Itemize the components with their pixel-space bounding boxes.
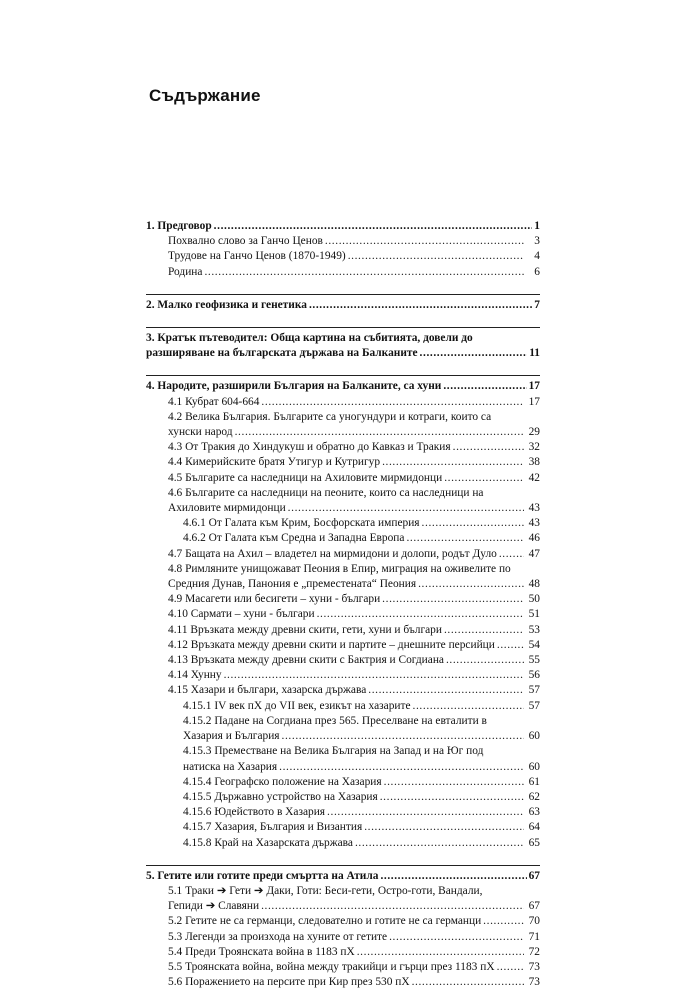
toc-page-number: 50: [528, 593, 540, 606]
toc-page-number: 3: [534, 235, 540, 248]
dot-leader: [413, 699, 524, 714]
toc-entry-title: Гепиди ➔ Славяни: [168, 900, 260, 913]
dot-leader: [368, 683, 524, 698]
toc-entry-title: 4.15.6 Юдейството в Хазария: [183, 806, 326, 819]
toc-entry-title: 4.15.3 Преместване на Велика България на Запад и на Юг под: [183, 745, 484, 758]
dot-leader: [261, 899, 524, 914]
toc-page-number: 73: [528, 976, 540, 989]
toc-page-number: 55: [528, 654, 540, 667]
toc-page-number: 4: [534, 250, 540, 263]
dot-leader: [497, 638, 524, 653]
toc-entry[interactable]: [146, 607, 540, 622]
toc-entry-title: 5. Гетите или готите преди смъртта на Атила: [146, 869, 379, 882]
toc-entry-last-line: [168, 577, 540, 592]
toc-entry-title: 4.15.8 Край на Хазарската държава: [183, 836, 353, 849]
toc-page-number: 64: [528, 821, 540, 834]
toc-entry[interactable]: [146, 331, 540, 361]
toc-entry-title: 5.4 Преди Троянската война в 1183 пХ: [168, 945, 355, 958]
toc-page-number: 73: [528, 960, 540, 973]
toc-page-number: 53: [528, 623, 540, 636]
toc-entry-title: 4. Народите, разширили България на Балканите, са хуни: [146, 380, 442, 393]
toc-entry-title: 4.6 Българите са наследници на пеоните, които са наследници на: [168, 486, 484, 499]
toc-entry-last-line: [183, 760, 540, 775]
dot-leader: [327, 805, 524, 820]
toc-entry[interactable]: [146, 945, 540, 960]
toc-entry-title: 4.6.1 От Галата към Крим, Босфорската империя: [183, 517, 420, 530]
toc-section: [146, 219, 540, 280]
dot-leader: [382, 592, 524, 607]
toc-entry[interactable]: [146, 914, 540, 929]
toc-entry[interactable]: [146, 960, 540, 975]
toc-entry[interactable]: [146, 486, 540, 516]
toc-entry-title: 4.15.7 Хазария, България и Византия: [183, 821, 363, 834]
toc-entry[interactable]: [146, 592, 540, 607]
toc-page-number: 57: [528, 699, 540, 712]
toc-page-number: 17: [528, 395, 540, 408]
dot-leader: [355, 836, 524, 851]
toc-entry[interactable]: [146, 836, 540, 851]
toc-entry-title: 4.15.4 Географско положение на Хазария: [183, 775, 382, 788]
dot-leader: [412, 975, 524, 990]
dot-leader: [418, 577, 524, 592]
toc-entry-title: 4.6.2 От Галата към Средна и Западна Европа: [183, 532, 405, 545]
toc-entry-title: 2. Малко геофизика и генетика: [146, 298, 307, 311]
toc-page-number: 47: [528, 547, 540, 560]
toc-entry[interactable]: [146, 219, 540, 234]
dot-leader: [309, 298, 532, 313]
page-title: Съдържание: [149, 86, 261, 105]
dot-leader: [384, 775, 524, 790]
toc-entry-title: 4.8 Римляните унищожават Пеония в Епир, миграция на оживелите по: [168, 562, 511, 575]
dot-leader: [380, 869, 526, 884]
toc-page-number: 62: [528, 790, 540, 803]
toc-page-number: 56: [528, 669, 540, 682]
toc-entry-title: 4.14 Хунну: [168, 669, 222, 682]
dot-leader: [444, 471, 524, 486]
toc-entry[interactable]: [146, 440, 540, 455]
toc-entry[interactable]: [146, 699, 540, 714]
toc-entry-title: 5.2 Гетите не са германци, следователно и готите не са германци: [168, 915, 482, 928]
toc-entry-title: Родина: [168, 265, 203, 278]
toc-page-number: 57: [528, 684, 540, 697]
toc-entry-title: 4.7 Бащата на Ахил – владетел на мирмидони и долопи, родът Дуло: [168, 547, 497, 560]
toc-page-number: 51: [528, 608, 540, 621]
toc-page-number: 60: [528, 730, 540, 743]
toc-entry-last-line: [146, 346, 540, 361]
toc-entry[interactable]: [146, 516, 540, 531]
toc-entry[interactable]: [146, 410, 540, 440]
toc-entry[interactable]: [146, 790, 540, 805]
toc-page-number: 48: [528, 578, 540, 591]
toc-entry[interactable]: [146, 234, 540, 249]
toc-entry-title: 4.12 Връзката между древни скити и партите – днешните персийци: [168, 638, 495, 651]
dot-leader: [288, 501, 524, 516]
dot-leader: [499, 547, 524, 562]
toc-entry[interactable]: [146, 623, 540, 638]
toc-page-number: 72: [528, 945, 540, 958]
toc-entry[interactable]: [146, 298, 540, 313]
toc-page-number: 6: [534, 265, 540, 278]
toc-entry[interactable]: [146, 668, 540, 683]
toc-page-number: 32: [528, 441, 540, 454]
toc-entry[interactable]: [146, 805, 540, 820]
toc-entry-title: Трудове на Ганчо Ценов (1870-1949): [168, 250, 346, 263]
toc-entry-title: Похвално слово за Ганчо Ценов: [168, 235, 323, 248]
dot-leader: [224, 668, 524, 683]
toc-entry-title: 4.2 Велика България. Българите са уногундури и котраги, които са: [168, 410, 492, 423]
toc-entry-last-line: [168, 501, 540, 516]
toc-page-number: 17: [528, 380, 540, 393]
toc-entry-title: 5.6 Поражението на персите при Кир през 530 пХ: [168, 976, 410, 989]
dot-leader: [348, 249, 524, 264]
toc-entry[interactable]: [146, 744, 540, 774]
dot-leader: [420, 346, 528, 361]
toc-entry[interactable]: [146, 653, 540, 668]
dot-leader: [389, 930, 524, 945]
dot-leader: [444, 623, 524, 638]
toc-entry[interactable]: [146, 547, 540, 562]
toc-entry-title: разширяване на българската държава на Балканите: [146, 347, 418, 360]
toc-entry[interactable]: [146, 531, 540, 546]
toc-page-number: 60: [528, 760, 540, 773]
toc-entry-title: натиска на Хазария: [183, 760, 278, 773]
toc-entry[interactable]: [146, 471, 540, 486]
toc-page-number: 7: [534, 298, 540, 311]
toc-page-number: 65: [528, 836, 540, 849]
dot-leader: [325, 234, 524, 249]
toc-entry[interactable]: [146, 884, 540, 914]
toc-page-number: 42: [528, 471, 540, 484]
dot-leader: [497, 960, 524, 975]
dot-leader: [235, 425, 524, 440]
dot-leader: [380, 790, 524, 805]
dot-leader: [261, 395, 524, 410]
dot-leader: [483, 914, 524, 929]
dot-leader: [422, 516, 524, 531]
toc-entry[interactable]: [146, 975, 540, 990]
toc-page-number: 11: [529, 347, 540, 360]
toc-entry-title: 5.3 Легенди за произхода на хуните от гетите: [168, 930, 388, 943]
toc-page-number: 43: [528, 502, 540, 515]
dot-leader: [364, 820, 524, 835]
dot-leader: [204, 265, 524, 280]
toc-page-number: 71: [528, 930, 540, 943]
toc-section: [146, 294, 540, 313]
toc-page-number: 70: [528, 915, 540, 928]
toc-entry[interactable]: [146, 379, 540, 394]
dot-leader: [357, 945, 524, 960]
toc-entry-title: 4.15.5 Държавно устройство на Хазария: [183, 790, 378, 803]
toc-entry-title: Ахиловите мирмидонци: [168, 502, 286, 515]
dot-leader: [214, 219, 533, 234]
toc-entry-title: 5.5 Троянската война, война между тракийци и гърци през 1183 пХ: [168, 960, 495, 973]
toc-page-number: 54: [528, 638, 540, 651]
toc-entry-title: 3. Кратък пътеводител: Обща картина на събитията, довели до: [146, 332, 473, 345]
dot-leader: [406, 531, 524, 546]
toc-entry-title: хунски народ: [168, 426, 233, 439]
table-of-contents: [146, 219, 540, 990]
toc-entry-title: 4.1 Кубрат 604-664: [168, 395, 260, 408]
toc-entry-title: 4.15.2 Падане на Согдиана през 565. Преселване на евталити в: [183, 714, 487, 727]
toc-section: [146, 865, 540, 990]
toc-entry-title: 4.3 От Тракия до Хиндукуш и обратно до Кавказ и Тракия: [168, 441, 451, 454]
toc-entry-title: Средния Дунав, Панония е „преместената“ Пеония: [168, 578, 417, 591]
dot-leader: [317, 607, 524, 622]
toc-page-number: 67: [528, 900, 540, 913]
toc-entry-title: 4.5 Българите са наследници на Ахиловите мирмидонци: [168, 471, 443, 484]
toc-entry[interactable]: [146, 395, 540, 410]
toc-entry[interactable]: [146, 930, 540, 945]
dot-leader: [453, 440, 524, 455]
toc-entry-title: Хазария и България: [183, 730, 280, 743]
toc-page-number: 43: [528, 517, 540, 530]
toc-entry-title: 5.1 Траки ➔ Гети ➔ Даки, Готи: Беси-гети, Остро-готи, Вандали,: [168, 884, 483, 897]
toc-entry-last-line: [183, 729, 540, 744]
toc-entry[interactable]: [146, 714, 540, 744]
toc-entry[interactable]: [146, 638, 540, 653]
dot-leader: [446, 653, 524, 668]
toc-entry-title: 4.13 Връзката между древни скити с Бактрия и Согдиана: [168, 654, 444, 667]
toc-entry-title: 4.10 Сармати – хуни - българи: [168, 608, 315, 621]
toc-page-number: 67: [528, 869, 540, 882]
toc-entry[interactable]: [146, 265, 540, 280]
toc-page-number: 1: [534, 220, 540, 232]
dot-leader: [382, 455, 524, 470]
toc-entry[interactable]: [146, 683, 540, 698]
toc-page-number: 29: [528, 426, 540, 439]
toc-entry[interactable]: [146, 562, 540, 592]
dot-leader: [282, 729, 524, 744]
toc-entry-title: 4.15 Хазари и българи, хазарска държава: [168, 684, 367, 697]
toc-entry[interactable]: [146, 455, 540, 470]
toc-entry-title: 4.11 Връзката между древни скити, гети, хуни и българи: [168, 623, 442, 636]
toc-page-number: 61: [528, 775, 540, 788]
toc-entry[interactable]: [146, 820, 540, 835]
dot-leader: [279, 760, 524, 775]
toc-entry[interactable]: [146, 869, 540, 884]
toc-entry-last-line: [168, 899, 540, 914]
toc-entry-title: 4.4 Кимерийските братя Утигур и Кутригур: [168, 456, 381, 469]
dot-leader: [443, 379, 526, 394]
toc-entry-title: 4.9 Масагети или бесигети – хуни - българи: [168, 593, 381, 606]
toc-page-number: 38: [528, 456, 540, 469]
toc-entry-title: 4.15.1 IV век пХ до VII век, езикът на хазарите: [183, 699, 411, 712]
toc-page-number: 63: [528, 806, 540, 819]
toc-entry-title: 1. Предговор: [146, 220, 212, 232]
toc-entry[interactable]: [146, 775, 540, 790]
toc-entry-last-line: [168, 425, 540, 440]
toc-section: [146, 375, 540, 850]
toc-section: [146, 327, 540, 361]
toc-page-number: 46: [528, 532, 540, 545]
toc-entry[interactable]: [146, 249, 540, 264]
